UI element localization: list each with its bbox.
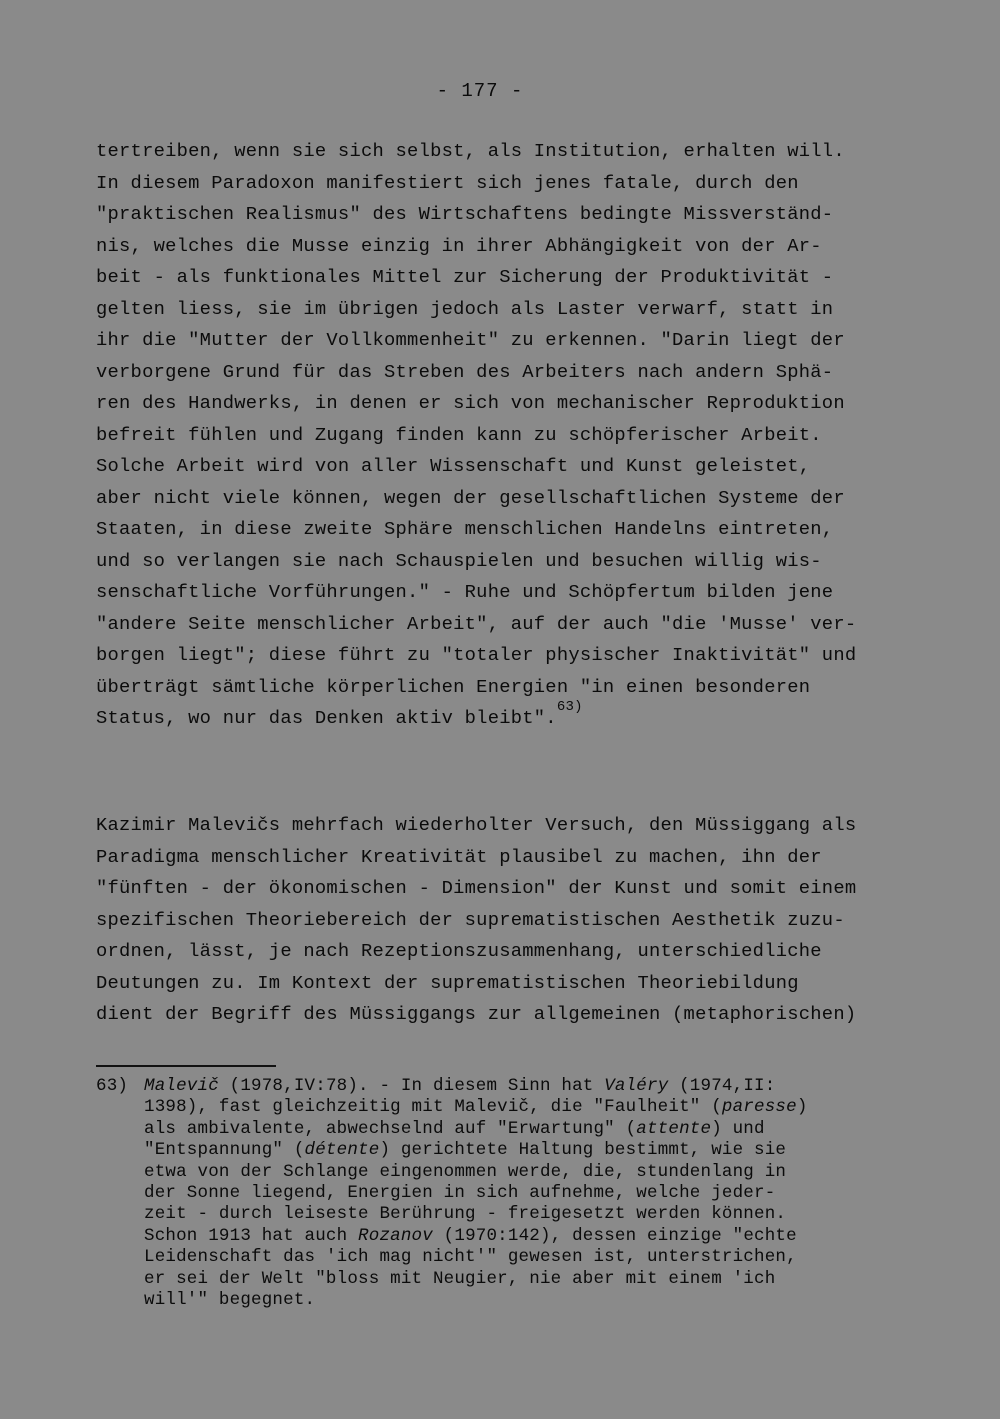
author-name: Valéry xyxy=(604,1076,669,1096)
text-line: verborgene Grund für das Streben des Arbeiters nach andern Sphä- xyxy=(96,360,834,383)
footnote-separator xyxy=(96,1065,276,1067)
footnote-text: 1398), fast gleichzeitig mit Malevič, die "Faulheit" ( xyxy=(144,1097,722,1118)
foreign-term: attente xyxy=(636,1118,712,1139)
text-line: gelten liess, sie im übrigen jedoch als Laster verwarf, statt in xyxy=(96,297,834,320)
footnote-text: (1970:142), dessen einzige "echte xyxy=(432,1225,797,1246)
footnote-line xyxy=(96,1097,896,1118)
text-line: nis, welches die Musse einzig in ihrer Abhängigkeit von der Ar- xyxy=(96,234,822,257)
footnote-text: ) xyxy=(796,1097,808,1118)
foreign-term: paresse xyxy=(721,1097,797,1118)
text-line: und so verlangen sie nach Schauspielen und besuchen willig wis- xyxy=(96,549,822,572)
text-line: überträgt sämtliche körperlichen Energien "in einen besonderen xyxy=(96,675,811,698)
text-line: "fünften - der ökonomischen - Dimension" der Kunst und somit einem xyxy=(96,877,857,899)
footnote-label: 63) xyxy=(96,1076,129,1096)
text-line: Solche Arbeit wird von aller Wissenschaft und Kunst geleistet, xyxy=(96,455,811,477)
footnote-line: will'" begegnet. xyxy=(144,1290,316,1311)
text-line: beit - als funktionales Mittel zur Sicherung der Produktivität - xyxy=(96,266,834,288)
paragraph-2 xyxy=(96,810,896,1031)
text-line: dient der Begriff des Müssiggangs zur allgemeinen (metaphorischen) xyxy=(96,1003,857,1025)
text-line: tertreiben, wenn sie sich selbst, als Institution, erhalten will. xyxy=(96,140,845,162)
footnote-line: Leidenschaft das 'ich mag nicht'" gewesen ist, unterstrichen, xyxy=(144,1247,797,1268)
foreign-term: détente xyxy=(304,1140,380,1161)
footnote-63 xyxy=(96,1076,896,1311)
footnote-line: er sei der Welt "bloss mit Neugier, nie aber mit einem 'ich xyxy=(144,1268,776,1289)
footnote-text: als ambivalente, abwechselnd auf "Erwartung" ( xyxy=(144,1118,637,1139)
author-name: Rozanov xyxy=(358,1225,433,1246)
last-line-text: Status, wo nur das Denken aktiv bleibt". xyxy=(96,707,557,729)
footnote-text: "Entspannung" ( xyxy=(144,1140,305,1161)
text-line: ihr die "Mutter der Vollkommenheit" zu erkennen. "Darin liegt der xyxy=(96,329,845,351)
footnote-line: zeit - durch leiseste Berührung - freigesetzt werden können. xyxy=(144,1204,787,1225)
paragraph-1 xyxy=(96,136,896,737)
text-line: "andere Seite menschlicher Arbeit", auf der auch "die 'Musse' ver- xyxy=(96,612,857,635)
footnote-text: Schon 1913 hat auch xyxy=(144,1225,359,1246)
text-line: spezifischen Theoriebereich der suprematistischen Aesthetik zuzu- xyxy=(96,908,845,931)
footnote-reference[interactable]: 63) xyxy=(556,699,583,715)
text-line: In diesem Paradoxon manifestiert sich jenes fatale, durch den xyxy=(96,171,799,194)
text-line-last xyxy=(96,699,896,737)
footnote-text: ) und xyxy=(711,1118,765,1139)
text-line: aber nicht viele können, wegen der gesellschaftlichen Systeme der xyxy=(96,486,845,509)
page-number: - 177 - xyxy=(436,80,524,102)
text-line: Deutungen zu. Im Kontext der suprematistischen Theoriebildung xyxy=(96,971,799,994)
author-name: Malevič xyxy=(144,1076,219,1096)
footnote-line: etwa von der Schlange eingenommen werde, die, stundenlang in xyxy=(144,1161,787,1182)
text-line: "praktischen Realismus" des Wirtschaftens bedingte Missverständ- xyxy=(96,203,834,225)
footnote-text: (1974,II: xyxy=(668,1076,776,1096)
footnote-line xyxy=(96,1140,896,1161)
text-line: senschaftliche Vorführungen." - Ruhe und Schöpfertum bilden jene xyxy=(96,581,834,603)
text-line: Staaten, in diese zweite Sphäre menschlichen Handelns eintreten, xyxy=(96,518,834,540)
text-line: borgen liegt"; diese führt zu "totaler physischer Inaktivität" und xyxy=(96,644,857,666)
text-line: befreit fühlen und Zugang finden kann zu schöpferischer Arbeit. xyxy=(96,423,822,446)
footnote-line xyxy=(96,1119,896,1140)
text-line: ren des Handwerks, in denen er sich von mechanischer Reproduktion xyxy=(96,392,845,414)
footnote-text: ) gerichtete Haltung bestimmt, wie sie xyxy=(379,1140,787,1161)
text-line: Paradigma menschlicher Kreativität plausibel zu machen, ihn der xyxy=(96,845,822,868)
text-line: ordnen, lässt, je nach Rezeptionszusammenhang, unterschiedliche xyxy=(96,940,822,962)
text-line: Kazimir Malevičs mehrfach wiederholter Versuch, den Müssiggang als xyxy=(96,814,857,836)
footnote-line xyxy=(96,1076,896,1097)
footnote-line xyxy=(96,1226,896,1247)
footnote-text: (1978,IV:78). - In diesem Sinn hat xyxy=(218,1076,605,1096)
footnote-line: der Sonne liegend, Energien in sich aufnehme, welche jeder- xyxy=(144,1183,776,1204)
